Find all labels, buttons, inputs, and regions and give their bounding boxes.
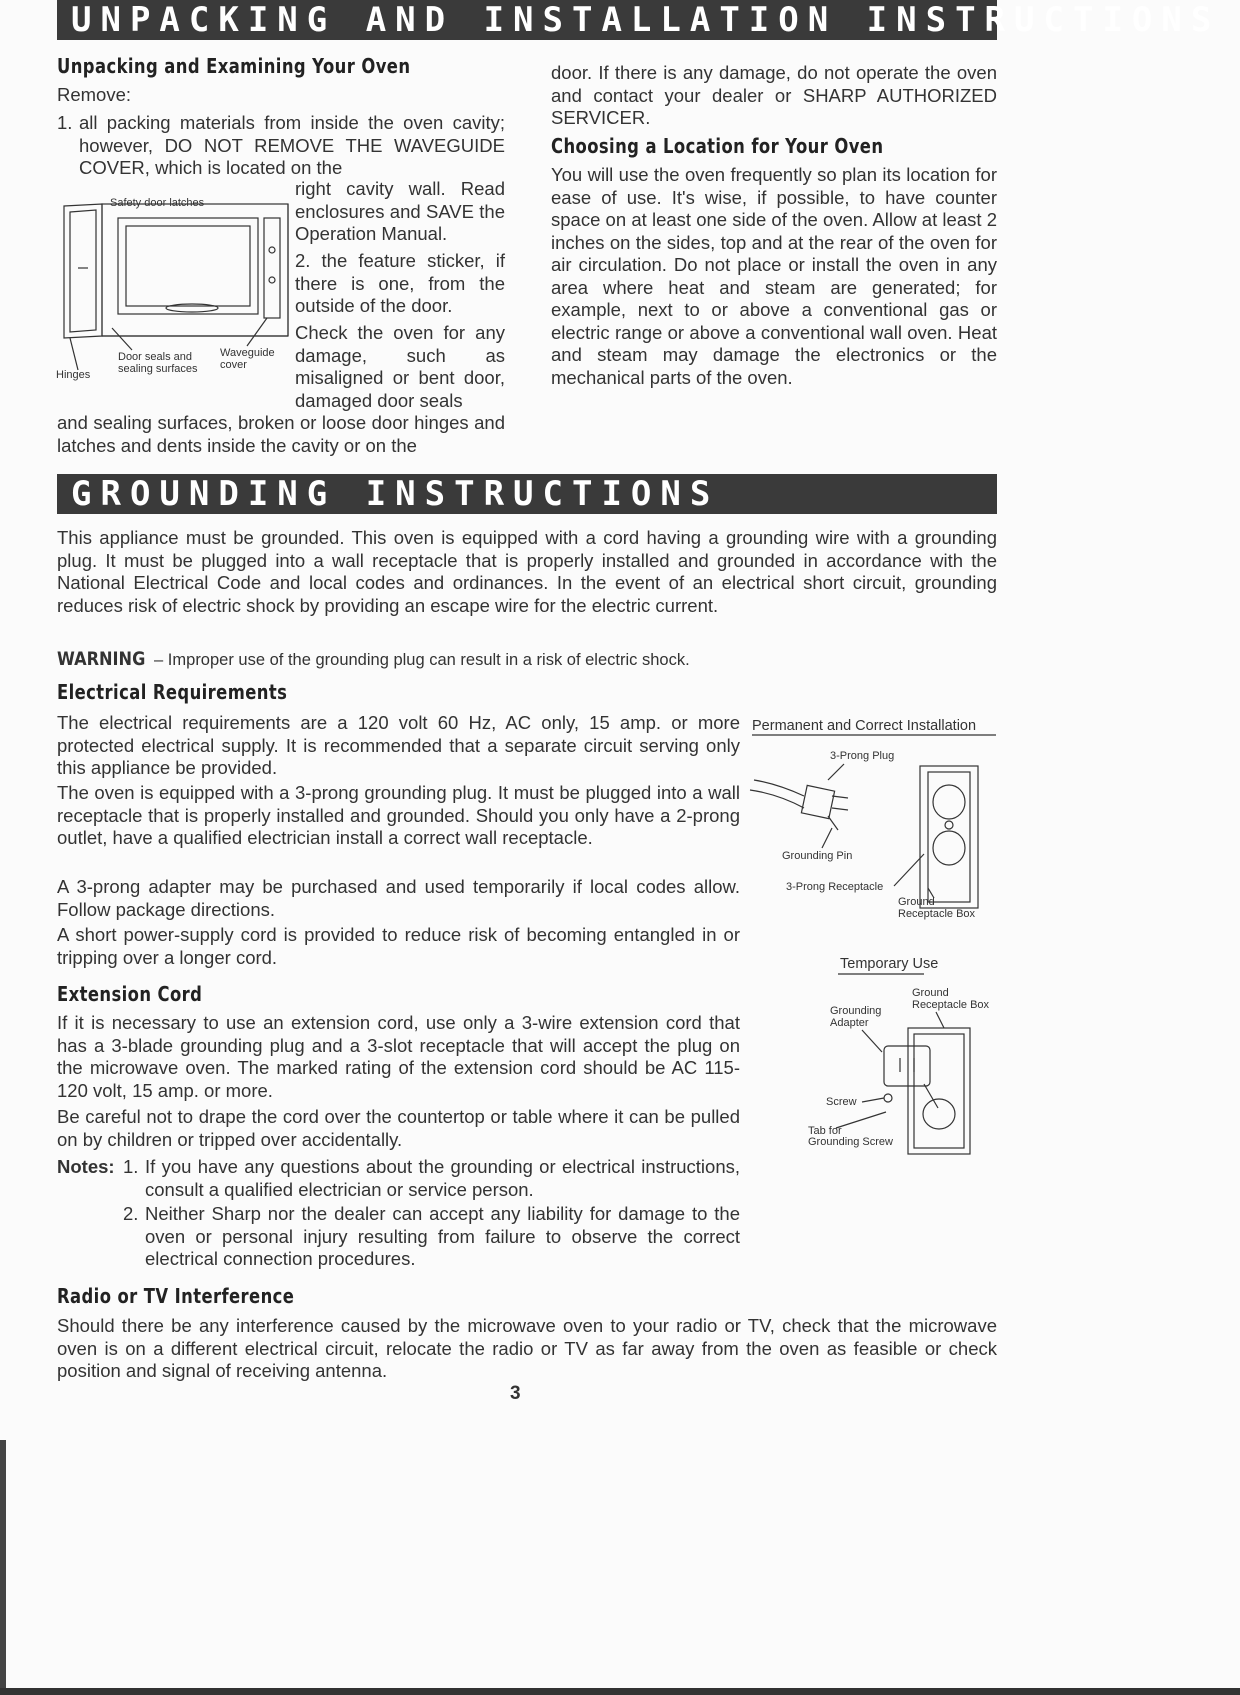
leader-waveguide <box>247 318 267 346</box>
label-hinges: Hinges <box>56 369 91 381</box>
grounding-figures <box>748 712 1000 1137</box>
note-2-number: 2. <box>123 1203 139 1224</box>
grounding-intro: This appliance must be grounded. This oven is equipped with a cord having a grounding wire with a grounding plug. It must be plugged into a wall receptacle that is properly installed and grounded in accordance with the National Electrical Code and local codes and ordinances. In the event of an electrical short circuit, grounding reduces risk of electric shock by providing an escape wire for the electric current. <box>57 527 997 616</box>
page-number: 3 <box>510 1383 521 1404</box>
leader-hinges <box>70 338 78 370</box>
oven-figure <box>52 188 292 388</box>
label-door-seals-1: Door seals and <box>118 351 192 363</box>
label-grounding-pin: Grounding Pin <box>782 850 853 862</box>
figure-temporary-title: Temporary Use <box>840 956 939 972</box>
screw-icon <box>884 1094 892 1102</box>
scan-edge-left <box>0 1440 6 1690</box>
label-3-prong-receptacle: 3-Prong Receptacle <box>786 881 884 893</box>
check-text-continued: and sealing surfaces, broken or loose door hinges and latches and dents inside the cavity or on the <box>57 412 505 456</box>
label-tab-1: Tab for <box>808 1125 842 1137</box>
damage-text: door. If there is any damage, do not operate the oven and contact your dealer or SHARP AUTHORIZED SERVICER. <box>551 62 997 128</box>
label-grounding-adapter-1: Grounding <box>830 1005 882 1017</box>
electrical-p1: The electrical requirements are a 120 volt 60 Hz, AC only, 15 amp. or more protected electrical supply. It is recommended that a separate circuit serving only this appliance be provided. <box>57 712 740 778</box>
label-ground-box-2: Receptacle Box <box>898 908 976 920</box>
label-waveguide-1: Waveguide <box>220 347 275 359</box>
electrical-p2: The oven is equipped with a 3-prong grounding plug. It must be plugged into a wall receptacle that is properly installed and grounded. Should you only have a 2-prong outlet, have a qualified electrician install a correct wall receptacle. <box>57 782 740 848</box>
label-temp-ground-box-1: Ground <box>912 987 949 999</box>
label-temp-ground-box-2: Receptacle Box <box>912 999 990 1011</box>
heading-electrical: Electrical Requirements <box>57 680 288 704</box>
label-door-seals-2: sealing surfaces <box>118 363 198 375</box>
heading-unpacking: Unpacking and Examining Your Oven <box>57 54 411 78</box>
warning-text: – Improper use of the grounding plug can result in a risk of electric shock. <box>154 651 690 669</box>
warning-line <box>57 648 997 672</box>
label-grounding-adapter-2: Adapter <box>830 1017 869 1029</box>
label-screw: Screw <box>826 1096 857 1108</box>
unpack-item-1-continued: right cavity wall. Read enclosures and SAVE the Operation Manual. <box>295 178 505 244</box>
check-text: Check the oven for any damage, such as misaligned or bent door, damaged door seals <box>295 322 505 411</box>
tab-label-continuation <box>800 1134 920 1150</box>
heading-extension: Extension Cord <box>57 982 203 1006</box>
label-waveguide-2: cover <box>220 359 247 371</box>
note-1-text: If you have any questions about the grounding or electrical instructions, consult a qualified electrician or service person. <box>145 1156 740 1200</box>
notes-block <box>57 1156 740 1271</box>
note-1-number: 1. <box>123 1156 139 1177</box>
unpack-item-1-number: 1. <box>57 112 73 133</box>
location-text: You will use the oven frequently so plan its location for ease of use. It's wise, if possible, to have counter space on at least one side of the oven. Allow at least 2 inches on the sides, top and at the rear of the oven for air circulation. Do not place or install the oven in any area where heat and steam are generated; for example, next to or above a conventional gas or electric range or above a conventional wall oven. Heat and steam may damage the electronics or the mechanical parts of the oven. <box>551 164 997 388</box>
label-ground-box-1: Ground <box>898 896 935 908</box>
oven-drawing <box>64 204 288 338</box>
electrical-p3: A 3-prong adapter may be purchased and used temporarily if local codes allow. Follow package directions. <box>57 876 740 920</box>
extension-p2: Be careful not to drape the cord over the countertop or table where it can be pulled on by children or tripped over accidentally. <box>57 1106 740 1150</box>
plug-drawing <box>750 780 848 830</box>
scan-edge-bottom <box>0 1688 1240 1695</box>
unpack-item-1 <box>57 112 505 180</box>
section-banner-unpacking: UNPACKING AND INSTALLATION INSTRUCTIONS <box>57 0 997 40</box>
electrical-p4: A short power-supply cord is provided to reduce risk of becoming entangled in or tripping over a longer cord. <box>57 924 740 968</box>
heading-radio: Radio or TV Interference <box>57 1284 295 1308</box>
tab-leader <box>832 1108 892 1132</box>
note-2-text: Neither Sharp nor the dealer can accept any liability for damage to the oven or personal injury resulting from failure to observe the correct electrical connection procedures. <box>145 1203 740 1269</box>
unpack-item-1-text: all packing materials from inside the oven cavity; however, DO NOT REMOVE THE WAVEGUIDE COVER, which is located on the <box>79 112 505 178</box>
warning-label: WARNING <box>57 648 146 670</box>
note-1 <box>57 1156 740 1201</box>
extension-p1: If it is necessary to use an extension cord, use only a 3-wire extension cord that has a 3-blade grounding plug and a 3-slot receptacle that will accept the plug on the microwave oven. The marked rating of the extension cord should be AC 115-120 volt, 15 amp. or more. <box>57 1012 740 1101</box>
heading-location: Choosing a Location for Your Oven <box>551 134 884 158</box>
section-banner-grounding: GROUNDING INSTRUCTIONS <box>57 474 997 514</box>
leader-door-seals <box>112 328 132 350</box>
label-safety-latches: Safety door latches <box>110 197 205 209</box>
label-3-prong-plug: 3-Prong Plug <box>830 750 895 762</box>
label-tab-2: Grounding Screw <box>808 1136 893 1148</box>
receptacle-drawing <box>920 766 978 908</box>
radio-text: Should there be any interference caused by the microwave oven to your radio or TV, check that the microwave oven is on a different electrical circuit, relocate the radio or TV as far away from the oven as feasible or check position and signal of receiving antenna. <box>57 1315 997 1381</box>
remove-label: Remove: <box>57 84 132 105</box>
note-2 <box>57 1203 740 1271</box>
figure-permanent-title: Permanent and Correct Installation <box>752 718 977 734</box>
unpack-item-2: 2. the feature sticker, if there is one, from the outside of the door. <box>295 250 505 316</box>
notes-label: Notes: <box>57 1156 115 1177</box>
